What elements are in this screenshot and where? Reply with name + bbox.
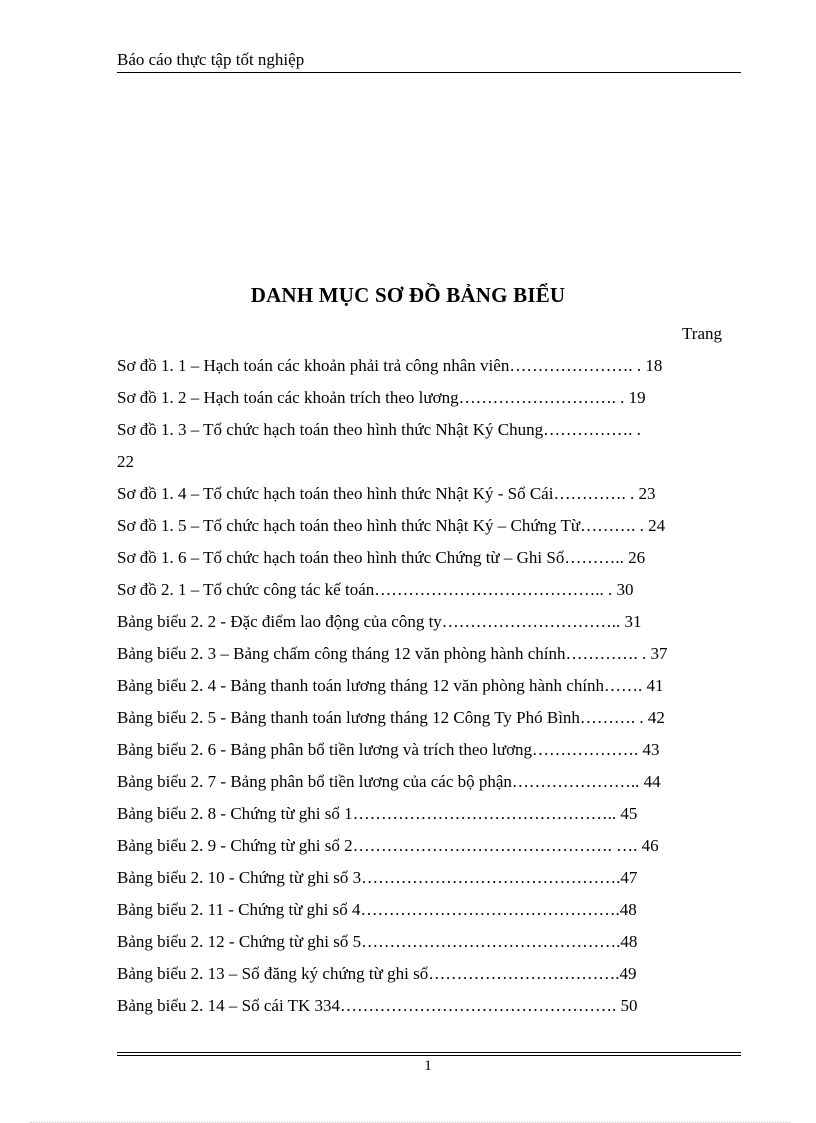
running-header: Báo cáo thực tập tốt nghiệp: [117, 50, 305, 69]
toc-entry: Bảng biểu 2. 4 - Bảng thanh toán lương tháng 12 văn phòng hành chính……. 41: [117, 676, 664, 695]
toc-entry: Sơ đồ 1. 3 – Tổ chức hạch toán theo hình thức Nhật Ký Chung……………. .: [117, 420, 641, 439]
toc-entry: Sơ đồ 1. 6 – Tổ chức hạch toán theo hình thức Chứng từ – Ghi Sổ……….. 26: [117, 548, 646, 567]
footer-rule-bottom: [117, 1055, 741, 1056]
toc-entry: Bảng biểu 2. 5 - Bảng thanh toán lương tháng 12 Công Ty Phó Bình………. . 42: [117, 708, 665, 727]
toc-entry: Bảng biểu 2. 13 – Sổ đăng ký chứng từ ghi sổ…………………………….49: [117, 964, 637, 983]
footer-rule-top: [117, 1052, 741, 1053]
toc-entry: Bảng biểu 2. 6 - Bảng phân bổ tiền lương và trích theo lương………………. 43: [117, 740, 660, 759]
toc-entry: Sơ đồ 1. 2 – Hạch toán các khoản trích theo lương………………………. . 19: [117, 388, 646, 407]
page-title: DANH MỤC SƠ ĐỒ BẢNG BIỂU: [250, 283, 566, 307]
toc-entry: Bảng biểu 2. 14 – Sổ cái TK 334…………………………………………. 50: [117, 996, 638, 1015]
page-column-label: Trang: [682, 324, 722, 343]
toc-entry: Bảng biểu 2. 12 - Chứng từ ghi sổ 5……………………………………….48: [117, 932, 638, 951]
toc-entry: Bảng biểu 2. 8 - Chứng từ ghi sổ 1……………………………………….. 45: [117, 804, 638, 823]
toc-entry: Sơ đồ 1. 5 – Tổ chức hạch toán theo hình thức Nhật Ký – Chứng Từ………. . 24: [117, 516, 666, 535]
toc-entry: Bảng biểu 2. 11 - Chứng từ ghi sổ 4……………………………………….48: [117, 900, 637, 919]
table-of-figures: [117, 354, 757, 1026]
toc-entry: Bảng biểu 2. 9 - Chứng từ ghi sổ 2………………………………………. …. 46: [117, 836, 659, 855]
toc-entry: Bảng biểu 2. 10 - Chứng từ ghi sổ 3……………………………………….47: [117, 868, 638, 887]
header-rule: [117, 72, 741, 73]
toc-entry-continuation: 22: [117, 452, 134, 471]
toc-entry: Sơ đồ 1. 4 – Tổ chức hạch toán theo hình thức Nhật Ký - Sổ Cái…………. . 23: [117, 484, 656, 503]
toc-entry: Bảng biểu 2. 7 - Bảng phân bổ tiền lương của các bộ phận………………….. 44: [117, 772, 661, 791]
toc-entry: Bảng biểu 2. 2 - Đặc điểm lao động của công ty………………………….. 31: [117, 612, 642, 631]
page-number: 1: [424, 1058, 432, 1074]
toc-entry: Sơ đồ 2. 1 – Tổ chức công tác kế toán………………………………….. . 30: [117, 580, 634, 599]
toc-entry: Bảng biểu 2. 3 – Bảng chấm công tháng 12 văn phòng hành chính…………. . 37: [117, 644, 668, 663]
toc-entry: Sơ đồ 1. 1 – Hạch toán các khoản phải trả công nhân viên…………………. . 18: [117, 356, 663, 375]
